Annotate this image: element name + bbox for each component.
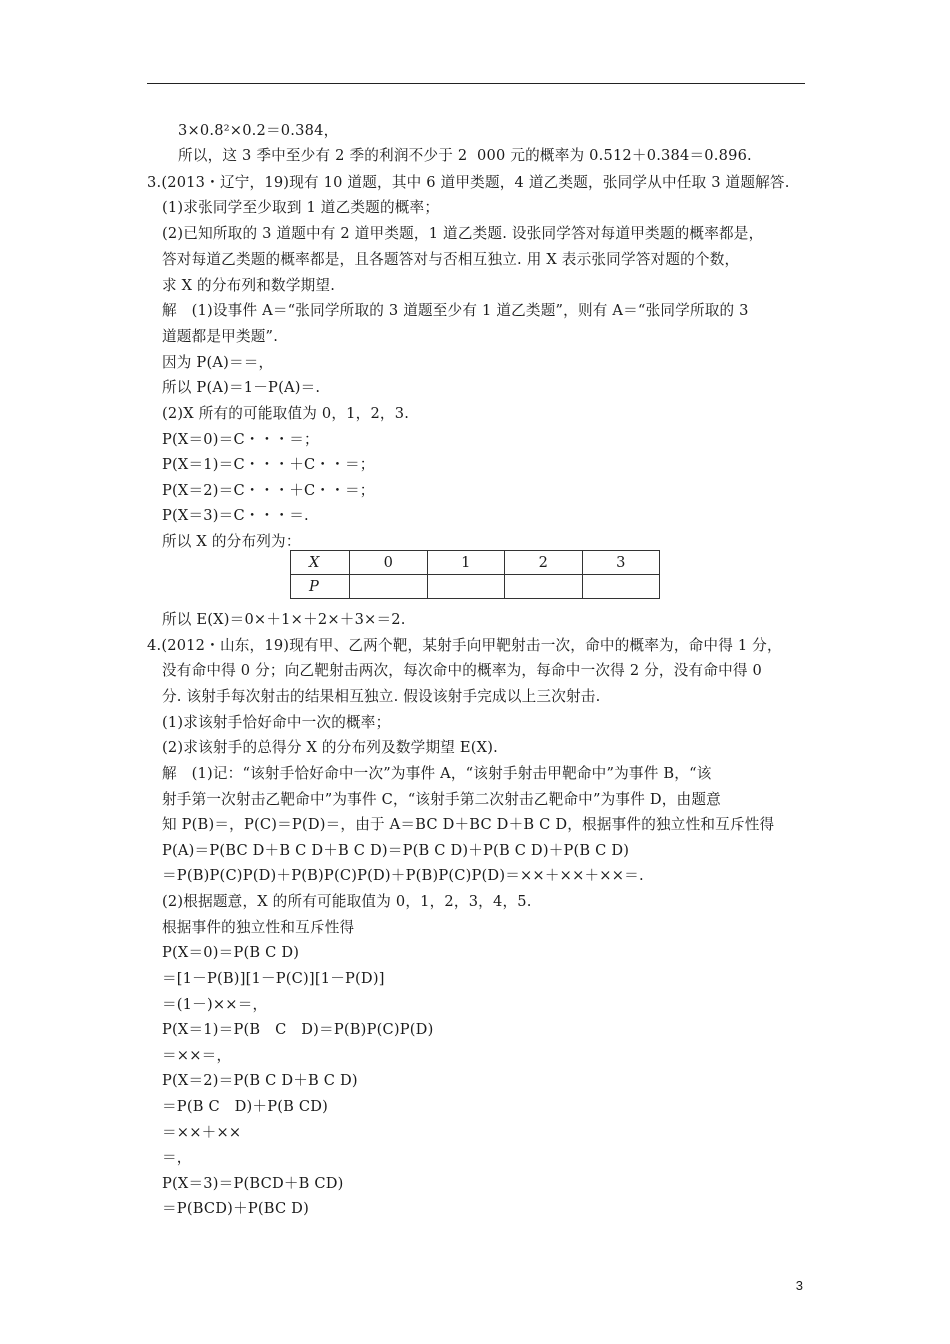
text-line: ＝[1－P(B)][1－P(C)][1－P(D)] — [162, 970, 385, 987]
text-line: 3.(2013・辽宁，19)现有 10 道题，其中 6 道甲类题，4 道乙类题，张同学从中任取 3 道题解答. — [147, 174, 790, 191]
text-line: P(X＝1)＝P(B C D)＝P(B)P(C)P(D) — [162, 1021, 434, 1038]
text-line: ＝××＝， — [162, 1047, 232, 1064]
text-line: ＝P(B)P(C)P(D)＋P(B)P(C)P(D)＋P(B)P(C)P(D)＝××＋××＋××＝. — [162, 867, 644, 884]
text-line: P(X＝2)＝C・・・＋C・・＝； — [162, 482, 375, 499]
text-line: 分. 该射手每次射击的结果相互独立. 假设该射手完成以上三次射击. — [162, 688, 601, 705]
table-row — [291, 551, 660, 575]
text-line: 道题都是甲类题”. — [162, 328, 279, 345]
text-line: 3×0.8²×0.2＝0.384， — [178, 122, 339, 139]
table-cell: 1 — [427, 551, 505, 575]
table-cell: X — [291, 551, 350, 575]
text-line: 解 (1)记：“该射手恰好命中一次”为事件 A，“该射手射击甲靶命中”为事件 B，“该 — [162, 765, 712, 782]
text-line: P(X＝3)＝C・・・＝. — [162, 507, 309, 524]
table-cell: P — [291, 575, 350, 599]
distribution-table — [290, 550, 660, 599]
header-rule — [147, 83, 805, 84]
text-line: 所以 P(A)＝1－P(A)＝. — [162, 379, 321, 396]
text-line: ＝(1－)××＝， — [162, 996, 268, 1013]
text-line: 所以，这 3 季中至少有 2 季的利润不少于 2 000 元的概率为 0.512＋0.384＝0.896. — [178, 147, 752, 164]
text-line: ＝P(BCD)＋P(BC D) — [162, 1200, 309, 1217]
table-cell: 0 — [350, 551, 428, 575]
text-line: P(X＝0)＝P(B C D) — [162, 944, 300, 961]
table-row — [291, 575, 660, 599]
text-line: P(X＝1)＝C・・・＋C・・＝； — [162, 456, 375, 473]
text-line: 4.(2012・山东，19)现有甲、乙两个靶，某射手向甲靶射击一次，命中的概率为，命中得 1 分， — [147, 637, 782, 654]
text-line: (2)X 所有的可能取值为 0，1，2，3. — [162, 405, 410, 422]
text-line: 没有命中得 0 分；向乙靶射击两次，每次命中的概率为，每命中一次得 2 分，没有命中得 0 — [162, 662, 763, 679]
text-line: (2)已知所取的 3 道题中有 2 道甲类题，1 道乙类题. 设张同学答对每道甲类题的概率都是， — [162, 225, 764, 242]
text-line: (1)求张同学至少取到 1 道乙类题的概率； — [162, 199, 440, 216]
text-line: (2)根据题意，X 的所有可能取值为 0，1，2，3，4，5. — [162, 893, 532, 910]
text-line: ＝P(B C D)＋P(B CD) — [162, 1098, 329, 1115]
text-line: 解 (1)设事件 A＝“张同学所取的 3 道题至少有 1 道乙类题”，则有 A＝“张同学所取的 3 — [162, 302, 749, 319]
text-line: (2)求该射手的总得分 X 的分布列及数学期望 E(X). — [162, 739, 498, 756]
text-line: 所以 X 的分布列为： — [162, 533, 301, 550]
text-line: 求 X 的分布列和数学期望. — [162, 277, 336, 294]
text-line: 知 P(B)＝，P(C)＝P(D)＝，由于 A＝BC D＋BC D＋B C D，根据事件的独立性和互斥性得 — [162, 816, 775, 833]
text-line: 答对每道乙类题的概率都是，且各题答对与否相互独立. 用 X 表示张同学答对题的个数， — [162, 251, 740, 268]
text-line: ＝， — [162, 1149, 192, 1166]
table-cell: 2 — [505, 551, 583, 575]
table-cell — [582, 575, 660, 599]
text-line: P(X＝2)＝P(B C D＋B C D) — [162, 1072, 358, 1089]
table-cell — [350, 575, 428, 599]
text-line: 所以 E(X)＝0×＋1×＋2×＋3×＝2. — [162, 611, 406, 628]
text-line: ＝××＋×× — [162, 1124, 242, 1141]
text-line: P(X＝3)＝P(BCD＋B CD) — [162, 1175, 344, 1192]
text-line: 根据事件的独立性和互斥性得 — [162, 919, 355, 936]
text-line: (1)求该射手恰好命中一次的概率； — [162, 714, 391, 731]
text-line: 因为 P(A)＝＝， — [162, 354, 274, 371]
table-cell — [427, 575, 505, 599]
table-cell — [505, 575, 583, 599]
text-line: P(A)＝P(BC D＋B C D＋B C D)＝P(B C D)＋P(B C D)＋P(B C D) — [162, 842, 630, 859]
table-cell: 3 — [582, 551, 660, 575]
text-line: P(X＝0)＝C・・・＝； — [162, 431, 319, 448]
text-line: 射手第一次射击乙靶命中”为事件 C，“该射手第二次射击乙靶命中”为事件 D，由题意 — [162, 791, 721, 808]
page-number: 3 — [795, 1278, 803, 1293]
